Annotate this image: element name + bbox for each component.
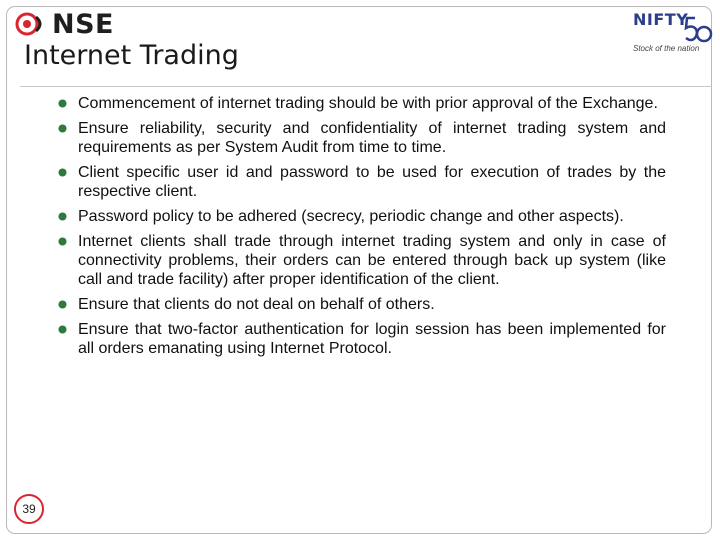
page-number-badge bbox=[14, 494, 44, 524]
bullet-icon bbox=[58, 325, 67, 334]
nse-logo bbox=[14, 8, 114, 40]
list-item bbox=[56, 295, 666, 314]
bullet-list bbox=[56, 94, 666, 364]
header-divider bbox=[20, 86, 712, 87]
list-item bbox=[56, 320, 666, 358]
page-number: 39 bbox=[22, 502, 36, 516]
bullet-icon bbox=[58, 300, 67, 309]
nse-emblem-icon bbox=[14, 9, 48, 39]
bullet-icon bbox=[58, 237, 67, 246]
list-item bbox=[56, 119, 666, 157]
list-item-text: Internet clients shall trade through internet trading system and only in case of connectivity problems, their orders can be entered through back up system (like call and trade facility) after proper identification of the client. bbox=[78, 233, 666, 288]
list-item-text: Ensure that clients do not deal on behalf of others. bbox=[78, 296, 435, 313]
list-item-text: Commencement of internet trading should be with prior approval of the Exchange. bbox=[78, 95, 658, 112]
list-item-text: Client specific user id and password to be used for execution of trades by the respective client. bbox=[78, 164, 666, 200]
bullet-icon bbox=[58, 212, 67, 221]
list-item-text: Password policy to be adhered (secrecy, periodic change and other aspects). bbox=[78, 208, 624, 225]
page-title: Internet Trading bbox=[24, 40, 239, 71]
bullet-icon bbox=[58, 124, 67, 133]
nifty-fifty-mark bbox=[683, 16, 713, 46]
nifty-tagline: Stock of the nation bbox=[633, 44, 700, 53]
bullet-icon bbox=[58, 168, 67, 177]
list-item bbox=[56, 94, 666, 113]
list-item bbox=[56, 163, 666, 201]
nifty-50-logo bbox=[631, 8, 715, 58]
list-item bbox=[56, 207, 666, 226]
nse-logo-text: NSE bbox=[52, 8, 114, 40]
list-item bbox=[56, 232, 666, 289]
nifty-logo-word: NIFTY bbox=[633, 10, 689, 29]
list-item-text: Ensure that two-factor authentication for login session has been implemented for all orders emanating using Internet Protocol. bbox=[78, 321, 666, 357]
list-item-text: Ensure reliability, security and confidentiality of internet trading system and requirements as per System Audit from time to time. bbox=[78, 120, 666, 156]
bullet-icon bbox=[58, 99, 67, 108]
